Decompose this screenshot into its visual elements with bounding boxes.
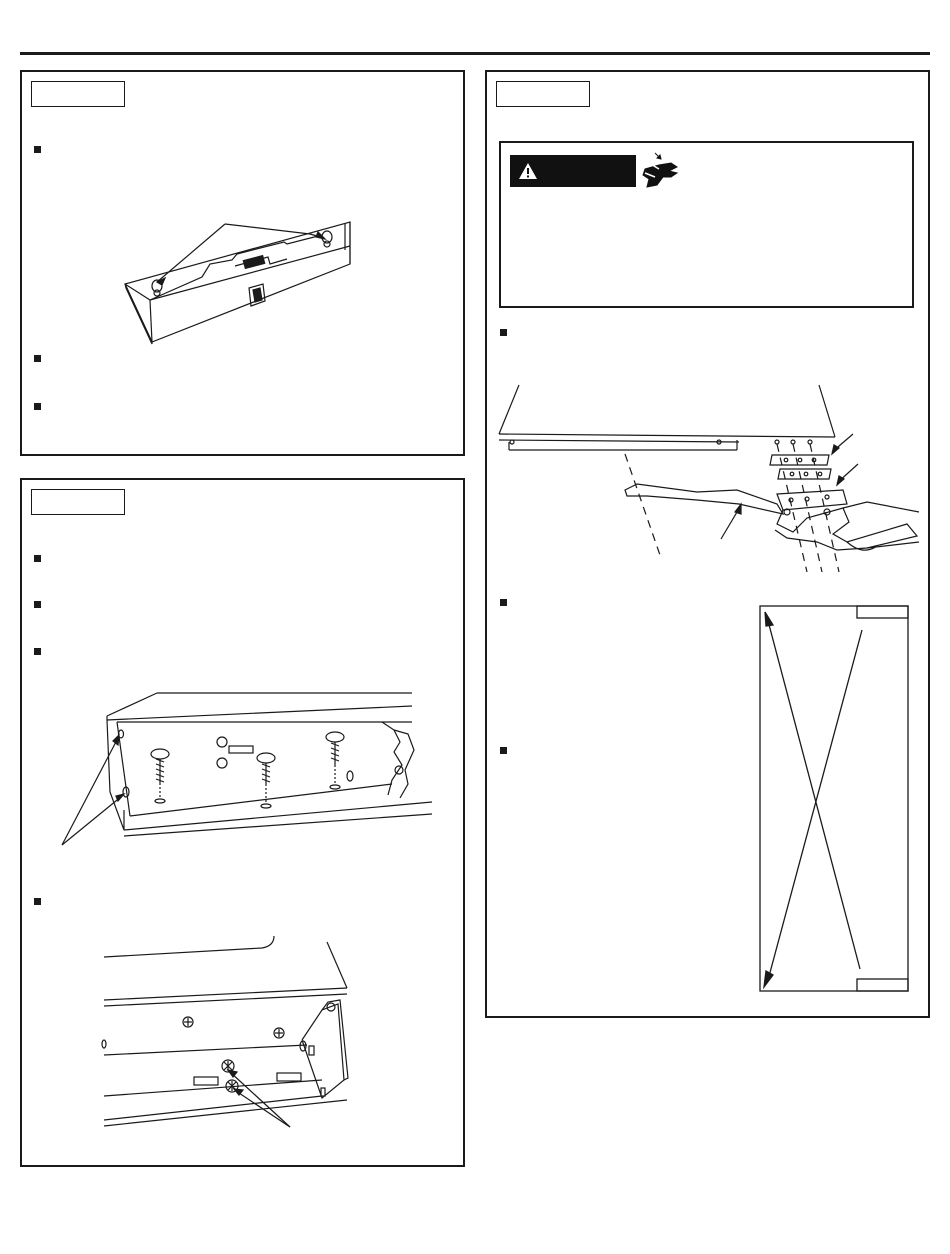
step-panel-right <box>485 70 930 1018</box>
installed-bracket-illustration <box>22 480 467 1169</box>
step-panel-top-left <box>20 70 465 456</box>
bullet-marker <box>34 403 41 410</box>
step-panel-bottom-left <box>20 478 465 1167</box>
diagonal-measurement-diagram <box>487 72 932 1020</box>
kickplate-bracket-illustration <box>22 72 467 458</box>
top-rule <box>20 52 930 55</box>
bullet-marker <box>34 355 41 362</box>
